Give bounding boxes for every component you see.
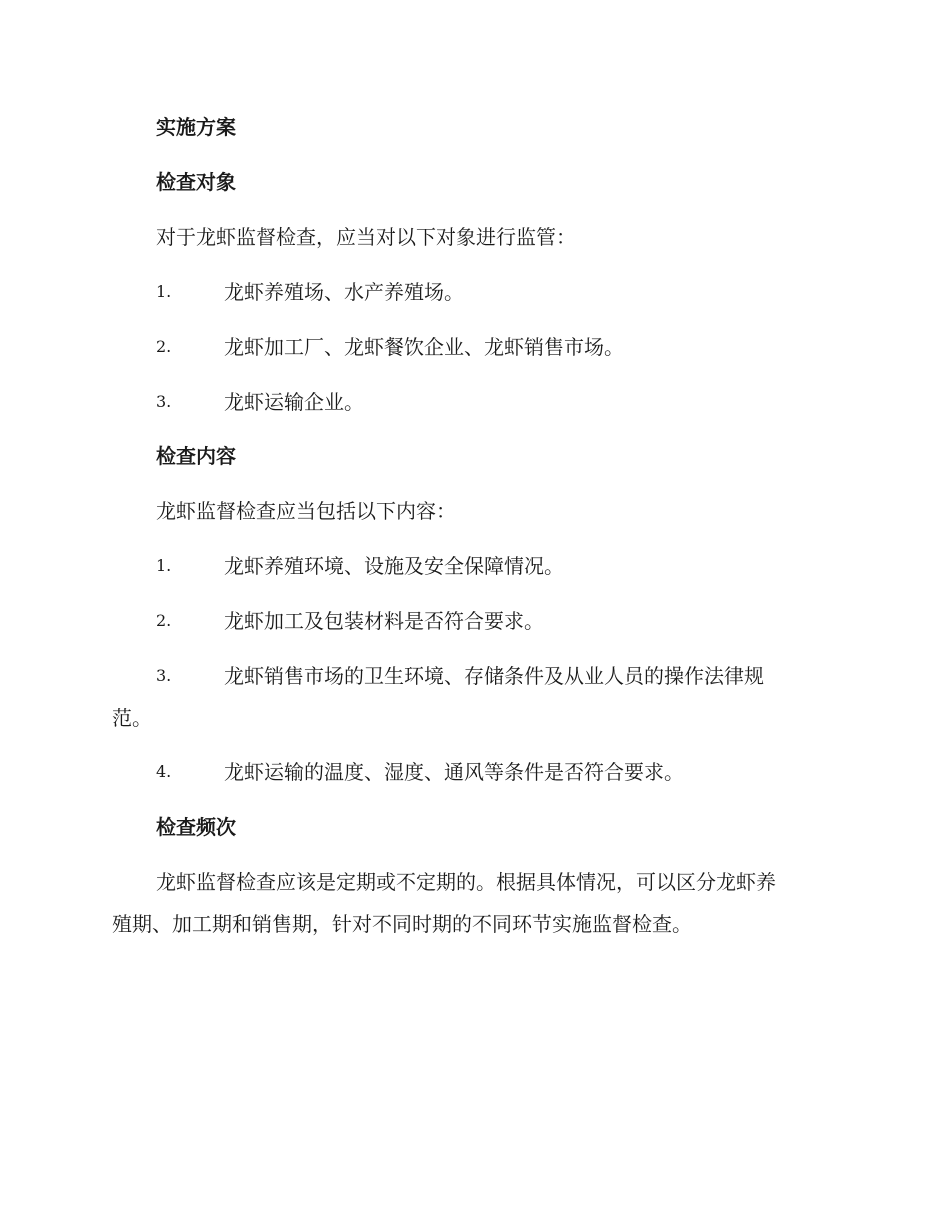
list-item-number: 2. (156, 611, 172, 630)
list-item-text: 龙虾加工及包装材料是否符合要求。 (224, 609, 544, 633)
list-item-number: 3. (156, 392, 172, 411)
list-item-text: 龙虾养殖环境、设施及安全保障情况。 (224, 554, 564, 578)
list-item-text: 龙虾养殖场、水产养殖场。 (224, 280, 464, 304)
list-item-number: 1. (156, 556, 172, 575)
section-intro-inspection-objects: 对于龙虾监督检查，应当对以下对象进行监管： (156, 225, 576, 249)
section-intro-inspection-content: 龙虾监督检查应当包括以下内容： (156, 499, 456, 523)
list-item-text: 龙虾运输的温度、湿度、通风等条件是否符合要求。 (224, 760, 684, 784)
section-heading-inspection-content: 检查内容 (156, 444, 236, 468)
document-title: 实施方案 (156, 115, 236, 139)
section-paragraph-line-1: 龙虾监督检查应该是定期或不定期的。根据具体情况，可以区分龙虾养 (156, 870, 776, 894)
list-item-text: 龙虾销售市场的卫生环境、存储条件及从业人员的操作法律规 (224, 664, 764, 688)
list-item-text-continuation: 范。 (112, 706, 152, 730)
list-item-number: 4. (156, 762, 172, 781)
section-heading-inspection-frequency: 检查频次 (156, 815, 236, 839)
section-heading-inspection-objects: 检查对象 (156, 170, 236, 194)
list-item-number: 1. (156, 282, 172, 301)
list-item-number: 3. (156, 666, 172, 685)
list-item-number: 2. (156, 337, 172, 356)
list-item-text: 龙虾加工厂、龙虾餐饮企业、龙虾销售市场。 (224, 335, 624, 359)
list-item-text: 龙虾运输企业。 (224, 390, 364, 414)
section-paragraph-line-2: 殖期、加工期和销售期，针对不同时期的不同环节实施监督检查。 (112, 912, 692, 936)
